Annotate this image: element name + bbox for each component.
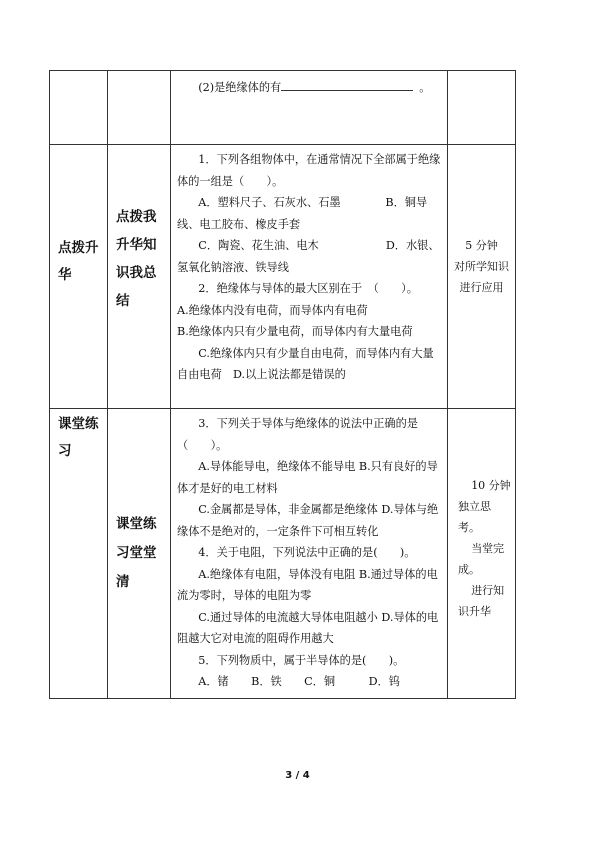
note-cell-guide xyxy=(448,145,516,409)
section-label-guide: 点拨升华 xyxy=(58,239,99,283)
question-2-option-b: B.绝缘体内只有少量电荷，而导体内有大量电荷 xyxy=(177,325,413,338)
question-2: 2．绝缘体与导体的最大区别在于 （ ）。 xyxy=(198,282,418,295)
question-1-options-ab: A．塑料尺子、石灰水、石墨 B．铜导线、电工胶布、橡皮手套 xyxy=(177,196,428,231)
question-4: 4．关于电阻，下列说法中正确的是( )。 xyxy=(198,546,416,559)
question-2-option-a: A.绝缘体内没有电荷，而导体内有电荷 xyxy=(177,303,368,317)
page-number: 3 / 4 xyxy=(285,770,310,781)
note-time-practice: 10 分钟独立思考。 xyxy=(458,479,511,534)
section-cell-guide xyxy=(50,145,108,409)
question-1-options-cd: C．陶瓷、花生油、电木 D．水银、氢氧化钠溶液、铁导线 xyxy=(177,239,440,274)
table-row-practice xyxy=(50,409,516,699)
note-up-practice: 进行知识升华 xyxy=(458,584,505,618)
lesson-table xyxy=(49,70,516,699)
note-done-practice: 当堂完成。 xyxy=(458,542,505,576)
cell-empty-4 xyxy=(448,71,516,145)
question-5: 5．下列物质中，属于半导体的是( )。 xyxy=(198,653,405,667)
section-cell-practice xyxy=(50,409,108,699)
question-3-options-cd: C.金属都是导体，非金属都是绝缘体 D.导体与绝缘体不是绝对的，一定条件下可相互转化 xyxy=(177,503,439,538)
sub-cell-guide xyxy=(108,145,171,409)
question-cell-guide xyxy=(171,145,448,409)
question-3-options-ab: A.导体能导电，绝缘体不能导电 B.只有良好的导体才是好的电工材料 xyxy=(177,460,438,495)
question-1: 1．下列各组物体中，在通常情况下全部属于绝缘体的一组是（ ）。 xyxy=(177,153,441,188)
question-4-options-ab: A.绝缘体有电阻，导体没有电阻 B.通过导体的电流为零时，导体的电阻为零 xyxy=(177,567,438,602)
question-cell-practice xyxy=(171,409,448,699)
answer-blank xyxy=(281,78,413,91)
note-cell-practice xyxy=(448,409,516,699)
cell-content-top xyxy=(171,71,448,145)
cell-empty-1 xyxy=(50,71,108,145)
note-text-guide: 对所学知识进行应用 xyxy=(454,260,509,294)
question-3: 3．下列关于导体与绝缘体的说法中正确的是（ ）。 xyxy=(177,417,418,452)
section-label-practice: 课堂练习 xyxy=(58,416,99,459)
cell-empty-2 xyxy=(108,71,171,145)
question-fragment: (2)是绝缘体的有 。 xyxy=(177,77,443,99)
sub-label-practice: 课堂练习堂堂清 xyxy=(116,516,157,590)
sub-cell-practice xyxy=(108,409,171,699)
question-4-options-cd: C.通过导体的电流越大导体电阻越小 D.导体的电阻越大它对电流的阻碍作用越大 xyxy=(177,610,439,645)
table-row-top xyxy=(50,71,516,145)
sub-label-guide: 点拨我升华知识我总结 xyxy=(116,208,157,309)
table-row-guide xyxy=(50,145,516,409)
question-2-options-cd: C.绝缘体内只有少量自由电荷，而导体内有大量自由电荷 D.以上说法都是错误的 xyxy=(177,346,434,381)
question-5-options: A．锗 B．铁 C．铜 D．钨 xyxy=(198,675,400,688)
note-time-guide: 5 分钟 xyxy=(465,239,498,252)
